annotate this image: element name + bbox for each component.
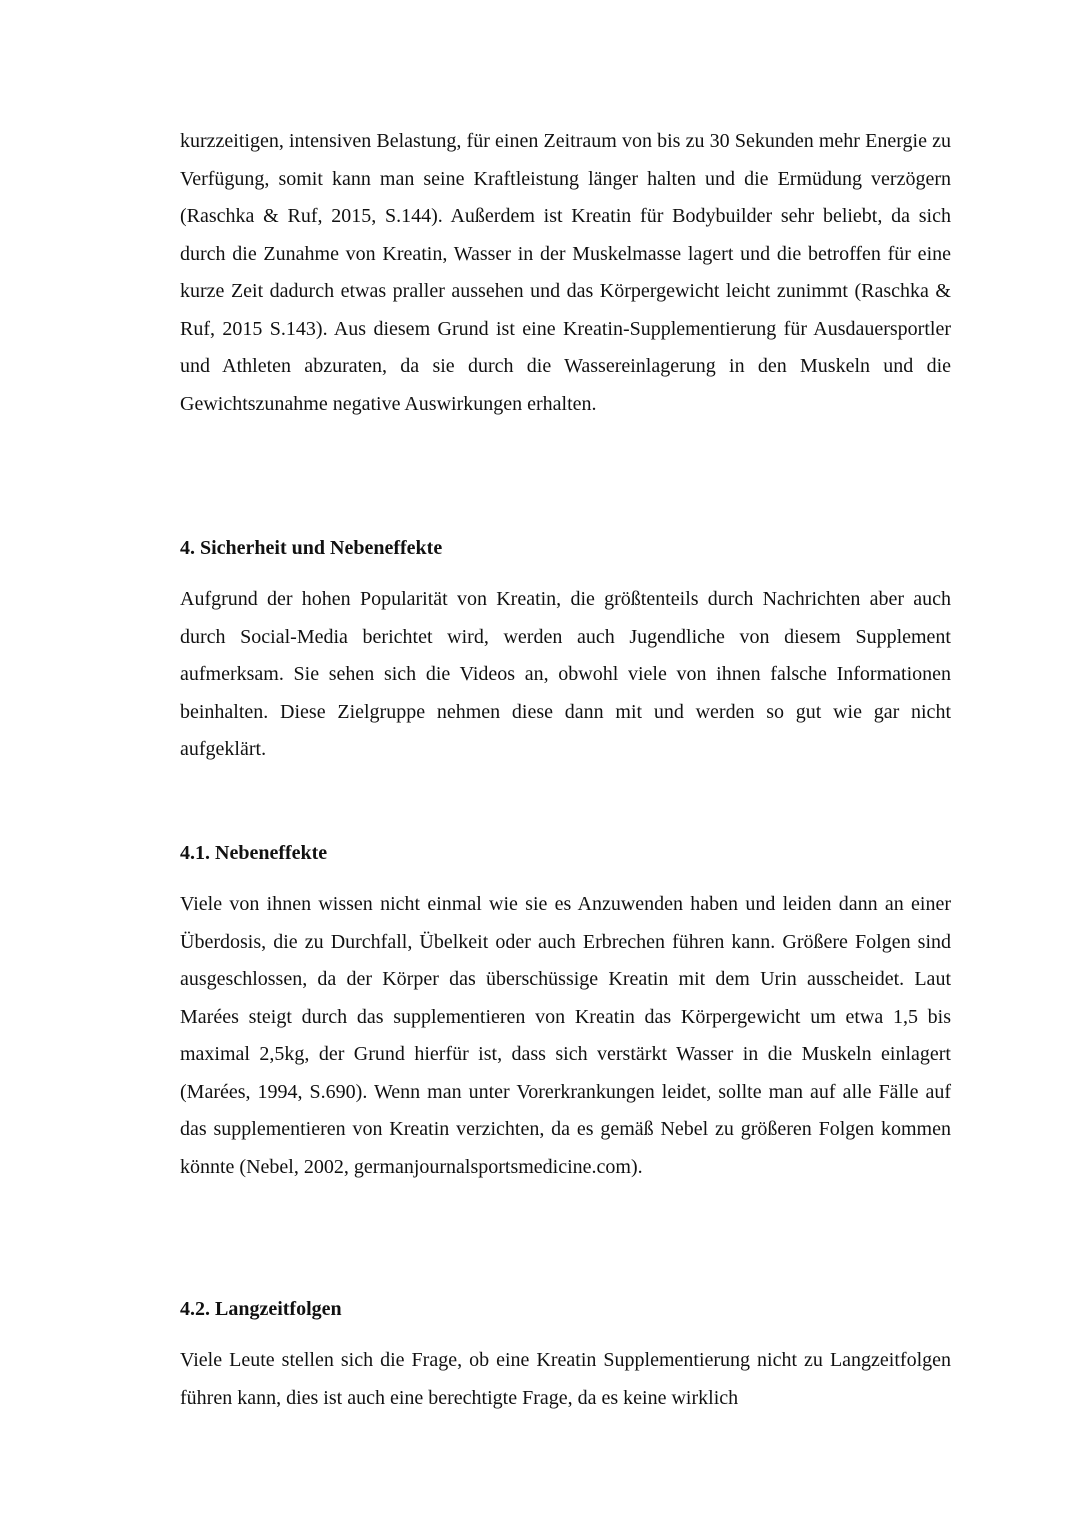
subsection-heading-long-term-effects: 4.2. Langzeitfolgen (180, 1298, 342, 1320)
subsection-heading-side-effects: 4.1. Nebeneffekte (180, 842, 328, 864)
paragraph-long-term-effects: Viele Leute stellen sich die Frage, ob eine Kreatin Supplementierung nicht zu Langzeitfolgen führen kann, dies ist auch eine berechtigte Frage, da es keine wirklich (180, 1349, 951, 1409)
paragraph-side-effects: Viele von ihnen wissen nicht einmal wie sie es Anzuwenden haben und leiden dann an einer Überdosis, die zu Durchfall, Übelkeit oder auch Erbrechen führen kann. Größere Folgen sind ausgeschlossen, da der Körper das überschüssige Kreatin mit dem Urin ausscheidet. Laut Marées steigt durch das supplementieren von Kreatin das Körpergewicht um etwa 1,5 bis maximal 2,5kg, der Grund hierfür ist, dass sich verstärkt Wasser in die Muskeln einlagert (Marées, 1994, S.690). Wenn man unter Vorerkrankungen leidet, sollte man auf alle Fälle auf das supplementieren von Kreatin verzichten, da es gemäß Nebel zu größeren Folgen kommen könnte (Nebel, 2002, germanjournalsportsmedicine.com). (180, 893, 951, 1178)
paragraph-popularity-youth: Aufgrund der hohen Popularität von Kreatin, die größtenteils durch Nachrichten aber auch durch Social-Media berichtet wird, werden auch Jugendliche von diesem Supplement aufmerksam. Sie sehen sich die Videos an, obwohl viele von ihnen falsche Informationen beinhalten. Diese Zielgruppe nehmen diese dann mit und werden so gut wie gar nicht aufgeklärt. (180, 588, 951, 760)
paragraph-creatine-performance: kurzzeitigen, intensiven Belastung, für einen Zeitraum von bis zu 30 Sekunden mehr Energie zu Verfügung, somit kann man seine Kraftleistung länger halten und die Ermüdung verzögern (Raschka & Ruf, 2015, S.144). Außerdem ist Kreatin für Bodybuilder sehr beliebt, da sich durch die Zunahme von Kreatin, Wasser in der Muskelmasse lagert und die betroffen für eine kurze Zeit dadurch etwas praller aussehen und das Körpergewicht leicht zunimmt (Raschka & Ruf, 2015 S.143). Aus diesem Grund ist eine Kreatin-Supplementierung für Ausdauersportler und Athleten abzuraten, da sie durch die Wassereinlagerung in den Muskeln und die Gewichtszunahme negative Auswirkungen erhalten. (180, 130, 951, 415)
section-heading-safety-side-effects: 4. Sicherheit und Nebeneffekte (180, 537, 443, 559)
